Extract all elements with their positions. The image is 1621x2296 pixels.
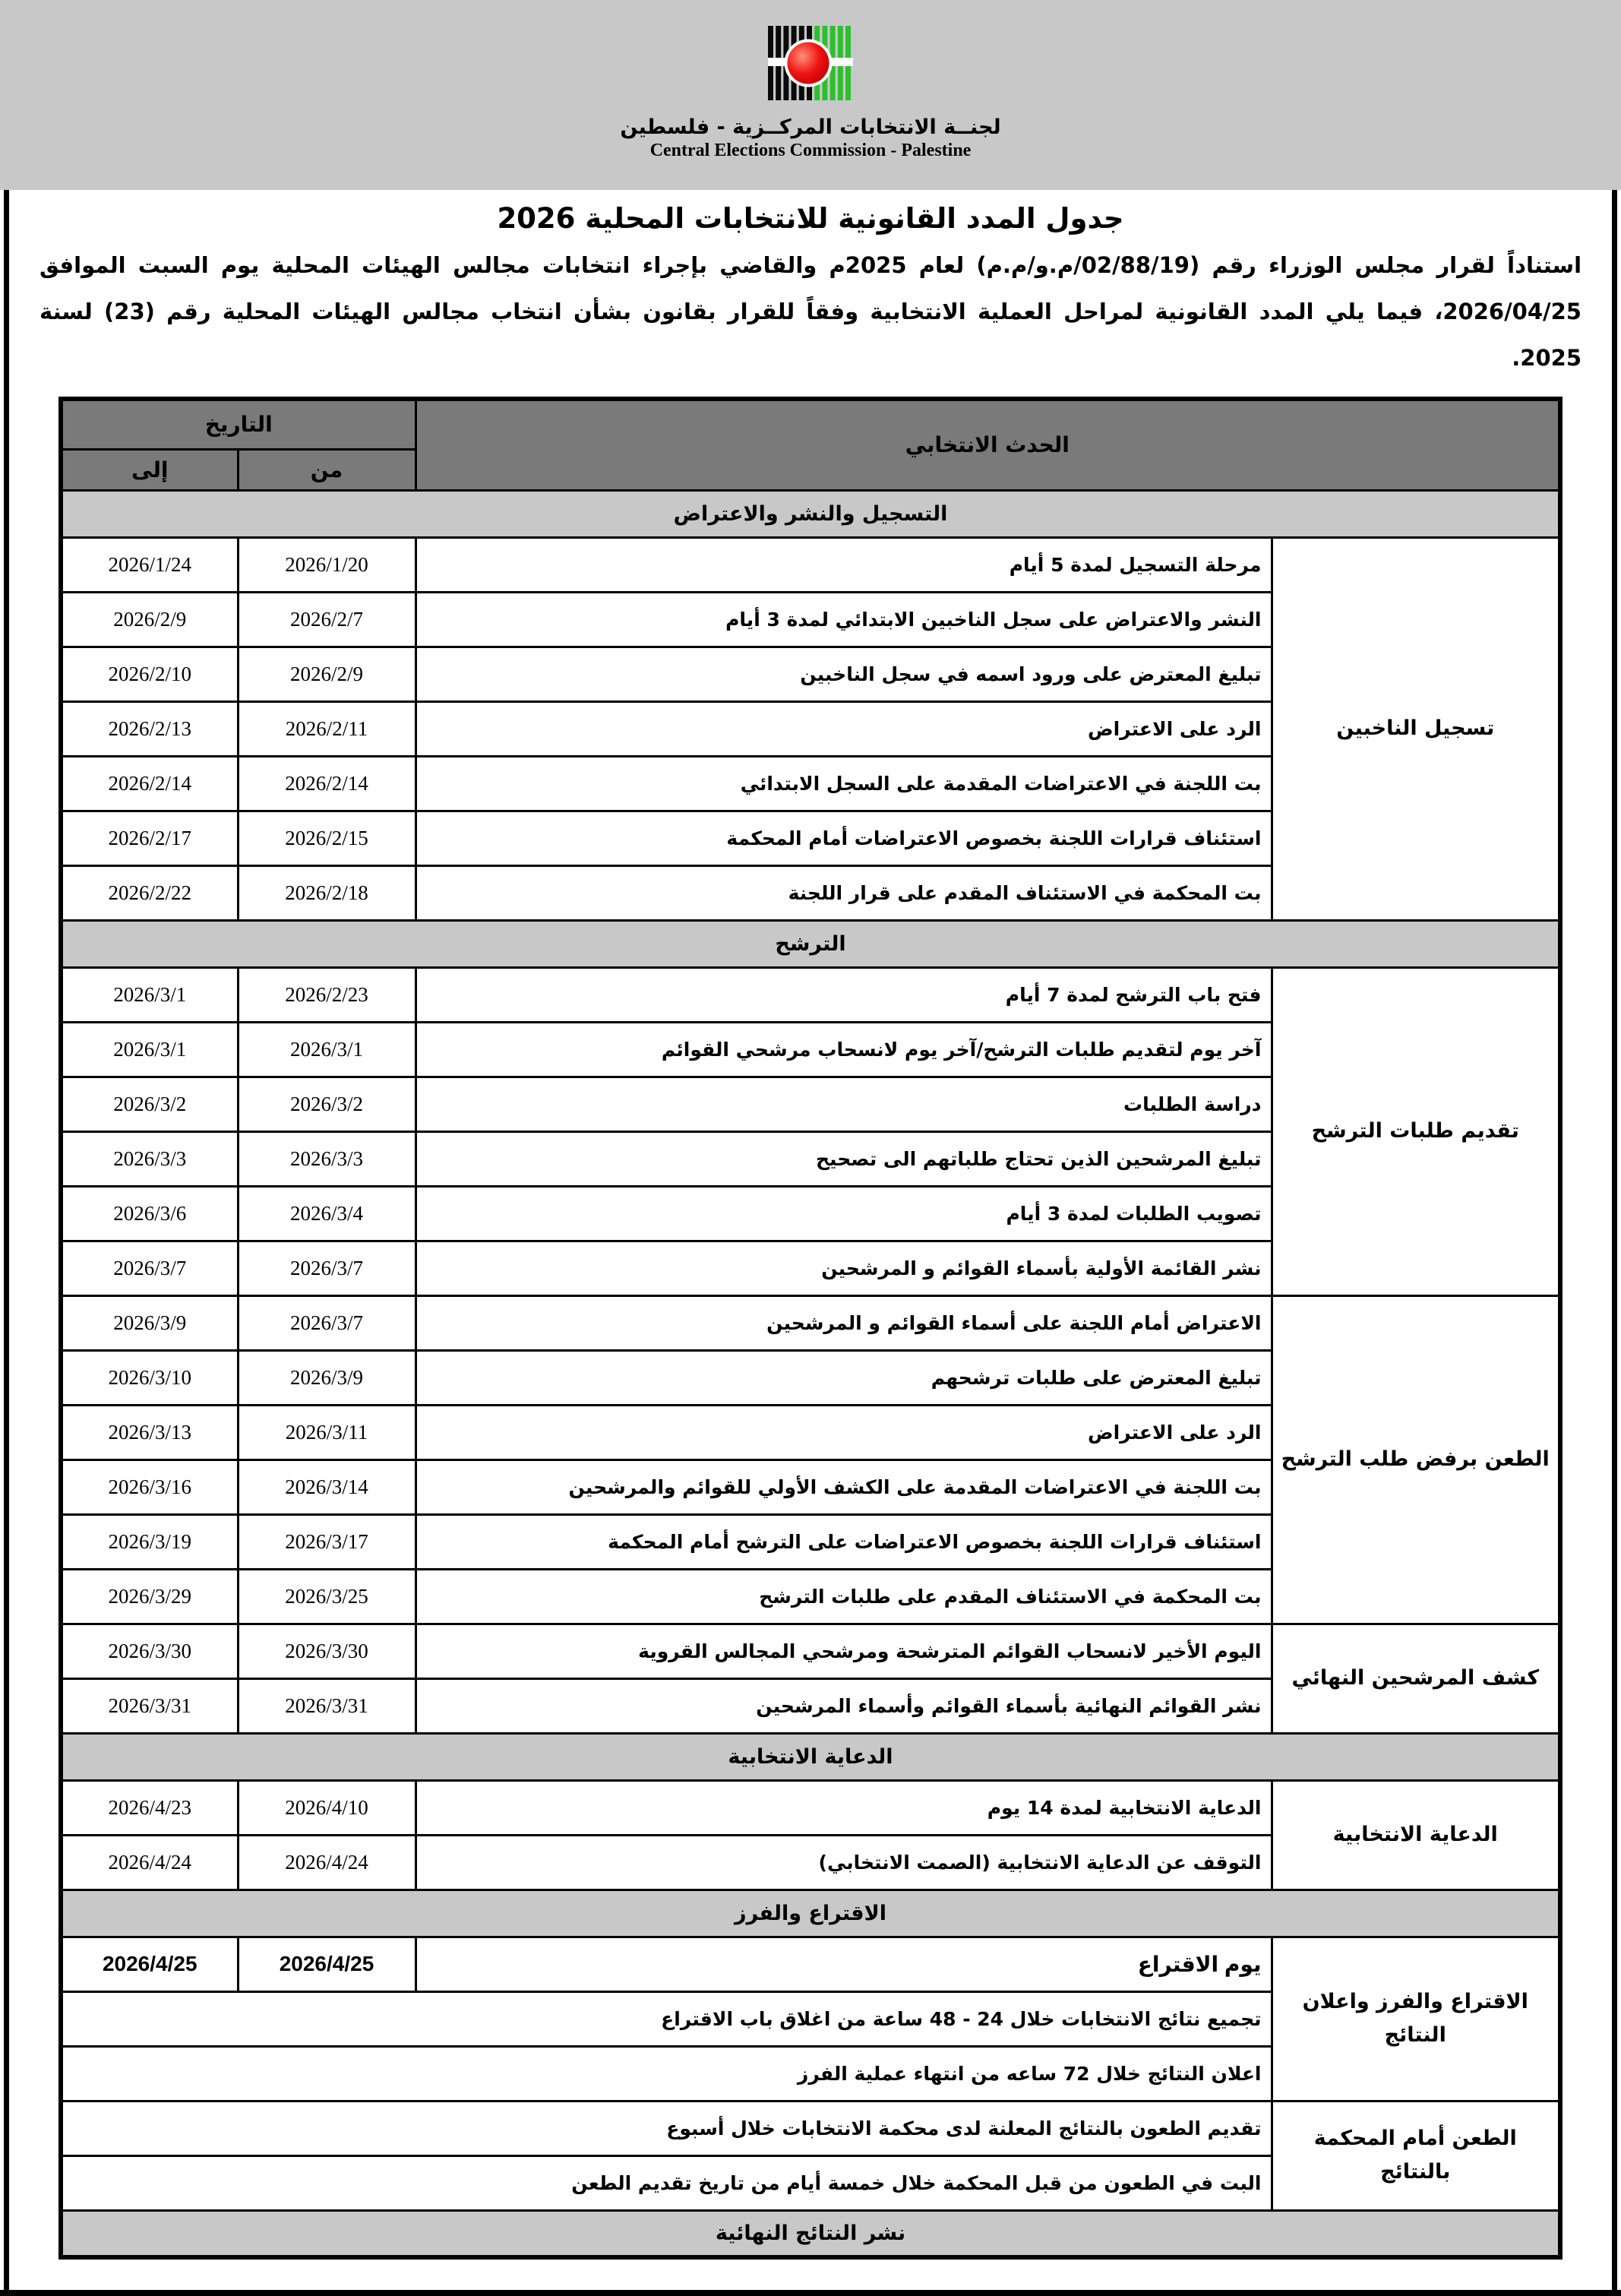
date-to-cell: 2026/2/22 [61, 865, 238, 920]
event-cell: اليوم الأخير لانسحاب القوائم المترشحة ومرشحي المجالس القروية [416, 1624, 1272, 1678]
date-from-cell: 2026/3/30 [238, 1624, 416, 1678]
date-to-cell: 2026/2/10 [61, 647, 238, 701]
event-cell: آخر يوم لتقديم طلبات الترشح/آخر يوم لانسحاب مرشحي القوائم [416, 1022, 1272, 1077]
date-to-cell: 2026/3/9 [61, 1295, 238, 1350]
section-label: التسجيل والنشر والاعتراض [61, 490, 1560, 537]
date-from-cell: 2026/2/18 [238, 865, 416, 920]
section-label: نشر النتائج النهائية [61, 2210, 1560, 2257]
table-row [61, 1624, 1560, 1678]
cec-logo-icon [768, 23, 853, 103]
event-cell: تبليغ المعترض على طلبات ترشحهم [416, 1350, 1272, 1405]
date-to-cell: 2026/3/19 [61, 1514, 238, 1569]
date-from-cell: 2026/3/14 [238, 1460, 416, 1514]
date-from-cell: 2026/2/9 [238, 647, 416, 701]
date-to-cell: 2026/4/24 [61, 1835, 238, 1890]
table-row [61, 1780, 1560, 1835]
date-from-cell: 2026/4/25 [238, 1937, 416, 1991]
date-to-cell: 2026/3/31 [61, 1678, 238, 1733]
category-cell: الطعن أمام المحكمة بالنتائج [1272, 2101, 1560, 2210]
date-from-cell: 2026/3/31 [238, 1678, 416, 1733]
date-from-cell: 2026/3/3 [238, 1131, 416, 1186]
event-cell: النشر والاعتراض على سجل الناخبين الابتدائي لمدة 3 أيام [416, 592, 1272, 647]
date-from-cell: 2026/2/7 [238, 592, 416, 647]
date-from-cell: 2026/2/11 [238, 701, 416, 756]
event-cell: التوقف عن الدعاية الانتخابية (الصمت الانتخابي) [416, 1835, 1272, 1890]
event-cell: بت اللجنة في الاعتراضات المقدمة على الكشف الأولي للقوائم والمرشحين [416, 1460, 1272, 1514]
header-event: الحدث الانتخابي [416, 399, 1560, 490]
header-from: من [238, 449, 416, 490]
section-label: الاقتراع والفرز [61, 1890, 1560, 1937]
date-to-cell: 2026/3/29 [61, 1569, 238, 1624]
event-cell: مرحلة التسجيل لمدة 5 أيام [416, 537, 1272, 592]
event-cell: الاعتراض أمام اللجنة على أسماء القوائم و المرشحين [416, 1295, 1272, 1350]
section-label: الدعاية الانتخابية [61, 1733, 1560, 1780]
event-cell: بت اللجنة في الاعتراضات المقدمة على السجل الابتدائي [416, 756, 1272, 811]
date-to-cell: 2026/4/23 [61, 1780, 238, 1835]
table-row [61, 1937, 1560, 1991]
table-row [61, 967, 1560, 1022]
date-from-cell: 2026/2/15 [238, 811, 416, 865]
date-from-cell: 2026/3/1 [238, 1022, 416, 1077]
date-to-cell: 2026/3/3 [61, 1131, 238, 1186]
event-cell: بت المحكمة في الاستئناف المقدم على طلبات الترشح [416, 1569, 1272, 1624]
table-row [61, 537, 1560, 592]
event-cell: نشر القائمة الأولية بأسماء القوائم و المرشحين [416, 1241, 1272, 1295]
section-row [61, 490, 1560, 537]
header-band [0, 0, 1621, 190]
section-label: الترشح [61, 920, 1560, 967]
date-to-cell: 2026/3/6 [61, 1186, 238, 1241]
page-title: جدول المدد القانونية للانتخابات المحلية 2026 [497, 202, 1124, 235]
intro-paragraph: استناداً لقرار مجلس الوزراء رقم (02/88/19/م.و/م.م) لعام 2025م والقاضي بإجراء انتخابات مجالس الهيئات المحلية يوم السبت الموافق 2026/04/25، فيما يلي المدد القانونية لمراحل العملية الانتخابية وفقاً للقرار بقانون بشأن انتخاب مجالس الهيئات المحلية رقم (23) لسنة 2025. [39, 252, 1582, 371]
date-to-cell: 2026/3/2 [61, 1077, 238, 1131]
event-cell: اعلان النتائج خلال 72 ساعه من انتهاء عملية الفرز [61, 2046, 1272, 2101]
org-name-english: Central Elections Commission - Palestine [649, 141, 972, 160]
event-cell: يوم الاقتراع [416, 1937, 1272, 1991]
date-to-cell: 2026/3/10 [61, 1350, 238, 1405]
date-to-cell: 2026/2/14 [61, 756, 238, 811]
event-cell: استئناف قرارات اللجنة بخصوص الاعتراضات على الترشح أمام المحكمة [416, 1514, 1272, 1569]
org-name-arabic: لجنــة الانتخابات المركــزية - فلسطين [620, 115, 1001, 139]
category-cell: تقديم طلبات الترشح [1272, 967, 1560, 1295]
category-cell: الدعاية الانتخابية [1272, 1780, 1560, 1890]
header-date-group: التاريخ [61, 399, 416, 449]
date-from-cell: 2026/3/25 [238, 1569, 416, 1624]
event-cell: فتح باب الترشح لمدة 7 أيام [416, 967, 1272, 1022]
date-from-cell: 2026/2/14 [238, 756, 416, 811]
section-row [61, 1733, 1560, 1780]
date-to-cell: 2026/2/17 [61, 811, 238, 865]
event-cell: الدعاية الانتخابية لمدة 14 يوم [416, 1780, 1272, 1835]
date-from-cell: 2026/3/7 [238, 1241, 416, 1295]
election-schedule-table [58, 397, 1563, 2260]
date-to-cell: 2026/4/25 [61, 1937, 238, 1991]
date-from-cell: 2026/3/9 [238, 1350, 416, 1405]
event-cell: تقديم الطعون بالنتائج المعلنة لدى محكمة الانتخابات خلال أسبوع [61, 2101, 1272, 2155]
date-to-cell: 2026/3/7 [61, 1241, 238, 1295]
header-to: إلى [61, 449, 238, 490]
date-to-cell: 2026/3/16 [61, 1460, 238, 1514]
event-cell: الرد على الاعتراض [416, 701, 1272, 756]
page-body [4, 190, 1617, 2290]
event-cell: الرد على الاعتراض [416, 1405, 1272, 1460]
event-cell: استئناف قرارات اللجنة بخصوص الاعتراضات أمام المحكمة [416, 811, 1272, 865]
header-row-top [61, 399, 1560, 449]
table-row [61, 1295, 1560, 1350]
date-from-cell: 2026/3/17 [238, 1514, 416, 1569]
category-cell: الاقتراع والفرز واعلان النتائج [1272, 1937, 1560, 2101]
date-to-cell: 2026/2/13 [61, 701, 238, 756]
date-to-cell: 2026/1/24 [61, 537, 238, 592]
category-cell: تسجيل الناخبين [1272, 537, 1560, 920]
category-cell: الطعن برفض طلب الترشح [1272, 1295, 1560, 1624]
bottom-rule [0, 2290, 1621, 2296]
date-to-cell: 2026/3/1 [61, 1022, 238, 1077]
date-to-cell: 2026/3/30 [61, 1624, 238, 1678]
date-from-cell: 2026/4/10 [238, 1780, 416, 1835]
table-row [61, 2101, 1560, 2155]
event-cell: دراسة الطلبات [416, 1077, 1272, 1131]
event-cell: بت المحكمة في الاستئناف المقدم على قرار اللجنة [416, 865, 1272, 920]
date-from-cell: 2026/2/23 [238, 967, 416, 1022]
event-cell: نشر القوائم النهائية بأسماء القوائم وأسماء المرشحين [416, 1678, 1272, 1733]
section-row [61, 2210, 1560, 2257]
category-cell: كشف المرشحين النهائي [1272, 1624, 1560, 1733]
section-row [61, 1890, 1560, 1937]
event-cell: تصويب الطلبات لمدة 3 أيام [416, 1186, 1272, 1241]
date-from-cell: 2026/3/11 [238, 1405, 416, 1460]
event-cell: تبليغ المرشحين الذين تحتاج طلباتهم الى تصحيح [416, 1131, 1272, 1186]
date-from-cell: 2026/4/24 [238, 1835, 416, 1890]
date-to-cell: 2026/3/13 [61, 1405, 238, 1460]
table-header [61, 399, 1560, 490]
date-from-cell: 2026/3/4 [238, 1186, 416, 1241]
schedule-table-body [61, 490, 1560, 2257]
date-to-cell: 2026/2/9 [61, 592, 238, 647]
date-from-cell: 2026/1/20 [238, 537, 416, 592]
date-from-cell: 2026/3/7 [238, 1295, 416, 1350]
event-cell: تبليغ المعترض على ورود اسمه في سجل الناخبين [416, 647, 1272, 701]
event-cell: البت في الطعون من قبل المحكمة خلال خمسة أيام من تاريخ تقديم الطعن [61, 2155, 1272, 2210]
event-cell: تجميع نتائج الانتخابات خلال 24 - 48 ساعة من اغلاق باب الاقتراع [61, 1991, 1272, 2046]
date-from-cell: 2026/3/2 [238, 1077, 416, 1131]
section-row [61, 920, 1560, 967]
date-to-cell: 2026/3/1 [61, 967, 238, 1022]
